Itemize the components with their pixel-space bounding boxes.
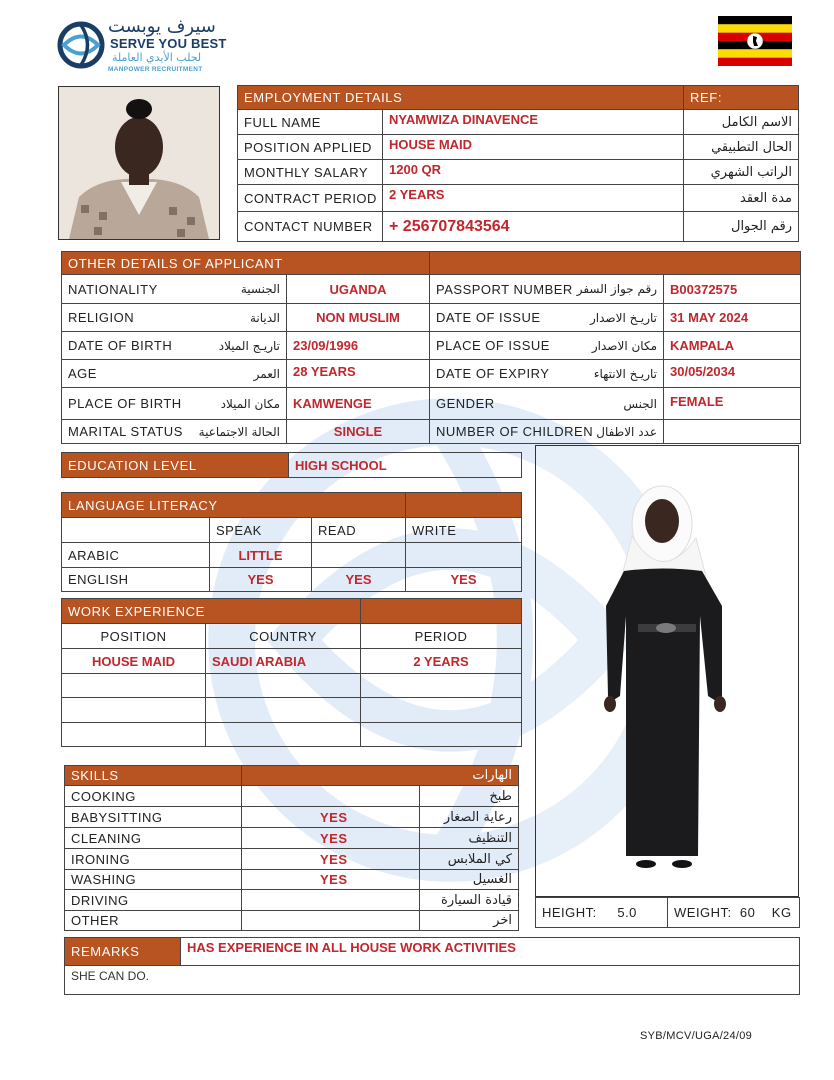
- skill-other-label: OTHER: [65, 911, 242, 931]
- age-label: AGE: [68, 366, 97, 381]
- skill-cleaning-arabic: التنظيف: [420, 828, 519, 849]
- work-row-empty: [361, 723, 522, 747]
- monthly-salary-label: MONTHLY SALARY: [238, 160, 383, 185]
- skill-babysitting-value: YES: [242, 807, 420, 828]
- date-of-issue-value: 31 MAY 2024: [664, 304, 801, 332]
- contact-number-value: + 256707843564: [383, 212, 684, 242]
- skill-babysitting-label: BABYSITTING: [65, 807, 242, 828]
- skills-table: [64, 765, 519, 931]
- skill-driving-label: DRIVING: [65, 890, 242, 911]
- skill-babysitting-arabic: رعاية الصغار: [420, 807, 519, 828]
- remarks-value: HAS EXPERIENCE IN ALL HOUSE WORK ACTIVITIES: [181, 938, 800, 966]
- gender-arabic: الجنس: [623, 396, 658, 411]
- employment-details-table: [237, 85, 799, 242]
- gender-value: FEMALE: [664, 388, 801, 420]
- contract-period-label: CONTRACT PERIOD: [238, 185, 383, 212]
- document-reference-code: SYB/MCV/UGA/24/09: [640, 1030, 753, 1042]
- education-level-label: EDUCATION LEVEL: [62, 453, 289, 478]
- work-row-empty: [361, 698, 522, 723]
- religion-value: NON MUSLIM: [287, 304, 430, 332]
- skills-header-arabic: الهارات: [242, 766, 519, 786]
- contract-period-value: 2 YEARS: [383, 185, 684, 212]
- religion-arabic: الديانة: [249, 310, 280, 325]
- skills-header: SKILLS: [65, 766, 242, 786]
- arabic-speak-value: LITTLE: [210, 543, 312, 568]
- contact-number-label: CONTACT NUMBER: [238, 212, 383, 242]
- employment-details-header: EMPLOYMENT DETAILS: [238, 86, 684, 110]
- uganda-flag-icon: [718, 16, 792, 66]
- contract-period-arabic: مدة العقد: [684, 185, 799, 212]
- full-name-value: NYAMWIZA DINAVENCE: [383, 110, 684, 135]
- education-level-table: [61, 452, 522, 478]
- full-name-label: FULL NAME: [238, 110, 383, 135]
- position-applied-label: POSITION APPLIED: [238, 135, 383, 160]
- date-of-issue-arabic: تاريـخ الاصدار: [590, 310, 658, 325]
- language-literacy-header: LANGUAGE LITERACY: [62, 493, 406, 518]
- gender-label: GENDER: [436, 396, 495, 411]
- other-details-table: [61, 251, 801, 444]
- place-of-issue-label: PLACE OF ISSUE: [436, 338, 550, 353]
- date-of-birth-value: 23/09/1996: [287, 332, 430, 360]
- work-row-empty: [361, 674, 522, 698]
- nationality-label: NATIONALITY: [68, 281, 158, 297]
- position-applied-value: HOUSE MAID: [383, 135, 684, 160]
- date-of-expiry-value: 30/05/2034: [664, 360, 801, 388]
- skill-ironing-arabic: كي الملابس: [420, 849, 519, 870]
- skill-driving-value: [242, 890, 420, 911]
- place-of-birth-label: PLACE OF BIRTH: [68, 396, 182, 411]
- logo-subtitle: MANPOWER RECRUITMENT: [108, 66, 203, 73]
- monthly-salary-value: 1200 QR: [383, 160, 684, 185]
- language-arabic-label: ARABIC: [62, 543, 210, 568]
- skill-cleaning-value: YES: [242, 828, 420, 849]
- speak-column-header: SPEAK: [210, 518, 312, 543]
- work-row-empty: [206, 723, 361, 747]
- monthly-salary-arabic: الراتب الشهري: [684, 160, 799, 185]
- english-read-value: YES: [312, 568, 406, 592]
- date-of-issue-label: DATE OF ISSUE: [436, 310, 541, 325]
- religion-label: RELIGION: [68, 310, 135, 325]
- skill-washing-value: YES: [242, 870, 420, 890]
- marital-status-value: SINGLE: [287, 420, 430, 444]
- work-experience-table: [61, 598, 522, 747]
- nationality-arabic: الجنسية: [240, 282, 280, 296]
- language-english-label: ENGLISH: [62, 568, 210, 592]
- ref-label: REF:: [684, 86, 799, 110]
- date-of-birth-arabic: تاريـج الميلاد: [218, 338, 280, 353]
- language-literacy-table: [61, 492, 522, 592]
- passport-number-label: PASSPORT NUMBER: [436, 281, 573, 297]
- skill-other-value: [242, 911, 420, 931]
- arabic-write-value: [406, 543, 522, 568]
- language-column-blank: [62, 518, 210, 543]
- education-level-value: HIGH SCHOOL: [289, 453, 522, 478]
- work-position-column-header: POSITION: [62, 624, 206, 649]
- logo-arabic-name: سيرف يوبست: [108, 16, 216, 37]
- full-name-arabic: الاسم الكامل: [684, 110, 799, 135]
- work-row-empty: [62, 698, 206, 723]
- other-details-header: OTHER DETAILS OF APPLICANT: [62, 252, 430, 275]
- work-country-value: SAUDI ARABIA: [206, 649, 361, 674]
- skill-cleaning-label: CLEANING: [65, 828, 242, 849]
- headshot-illustration: [59, 87, 219, 239]
- work-row-empty: [62, 723, 206, 747]
- date-of-expiry-arabic: تاريـخ الانتهاء: [593, 366, 658, 381]
- number-of-children-arabic: عدد الاطفال: [596, 424, 658, 439]
- skill-ironing-value: YES: [242, 849, 420, 870]
- place-of-issue-value: KAMPALA: [664, 332, 801, 360]
- place-of-birth-value: KAMWENGE: [287, 388, 430, 420]
- language-literacy-header-right: [406, 493, 522, 518]
- number-of-children-label: NUMBER OF CHILDREN: [436, 424, 594, 439]
- remarks-label: REMARKS: [65, 938, 181, 966]
- skill-cooking-label: COOKING: [65, 786, 242, 807]
- place-of-birth-arabic: مكان الميلاد: [220, 396, 280, 411]
- place-of-issue-arabic: مكان الاصدار: [591, 338, 658, 353]
- skill-cooking-arabic: طبخ: [420, 786, 519, 807]
- logo-english-name: SERVE YOU BEST: [110, 36, 227, 51]
- work-row-empty: [206, 674, 361, 698]
- work-experience-header-right: [361, 599, 522, 624]
- other-details-header-right: [430, 252, 801, 275]
- skill-cooking-value: [242, 786, 420, 807]
- weight-field: WEIGHT: 60 KG: [668, 898, 800, 928]
- english-write-value: YES: [406, 568, 522, 592]
- applicant-full-body-photo: [535, 445, 799, 897]
- work-period-value: 2 YEARS: [361, 649, 522, 674]
- work-row-empty: [62, 674, 206, 698]
- company-logo: [56, 16, 236, 80]
- work-experience-header: WORK EXPERIENCE: [62, 599, 361, 624]
- full-body-illustration: [536, 446, 798, 896]
- height-field: HEIGHT: 5.0: [536, 898, 668, 928]
- skill-washing-arabic: الغسيل: [420, 870, 519, 890]
- work-period-column-header: PERIOD: [361, 624, 522, 649]
- work-row-empty: [206, 698, 361, 723]
- contact-number-arabic: رقم الجوال: [684, 212, 799, 242]
- marital-status-arabic: الحالة الاجتماعية: [198, 424, 280, 439]
- read-column-header: READ: [312, 518, 406, 543]
- passport-number-arabic: رقم جواز السفر: [576, 282, 658, 296]
- age-value: 28 YEARS: [287, 360, 430, 388]
- arabic-read-value: [312, 543, 406, 568]
- skill-driving-arabic: قيادة السيارة: [420, 890, 519, 911]
- logo-emblem-icon: [56, 20, 106, 70]
- applicant-headshot: [58, 86, 220, 240]
- logo-arabic-tagline: لجلب الأيدي العاملة: [112, 51, 202, 64]
- skill-ironing-label: IRONING: [65, 849, 242, 870]
- date-of-expiry-label: DATE OF EXPIRY: [436, 366, 550, 381]
- position-applied-arabic: الحال التطبيقي: [684, 135, 799, 160]
- measurements-table: [535, 897, 800, 928]
- write-column-header: WRITE: [406, 518, 522, 543]
- remarks-table: [64, 937, 800, 995]
- age-arabic: العمر: [253, 366, 280, 381]
- date-of-birth-label: DATE OF BIRTH: [68, 338, 173, 353]
- skill-other-arabic: اخر: [420, 911, 519, 931]
- english-speak-value: YES: [210, 568, 312, 592]
- marital-status-label: MARITAL STATUS: [68, 424, 183, 439]
- work-country-column-header: COUNTRY: [206, 624, 361, 649]
- passport-number-value: B00372575: [664, 275, 801, 304]
- work-position-value: HOUSE MAID: [62, 649, 206, 674]
- skill-washing-label: WASHING: [65, 870, 242, 890]
- nationality-value: UGANDA: [287, 275, 430, 304]
- number-of-children-value: [664, 420, 801, 444]
- remarks-note: SHE CAN DO.: [65, 966, 800, 995]
